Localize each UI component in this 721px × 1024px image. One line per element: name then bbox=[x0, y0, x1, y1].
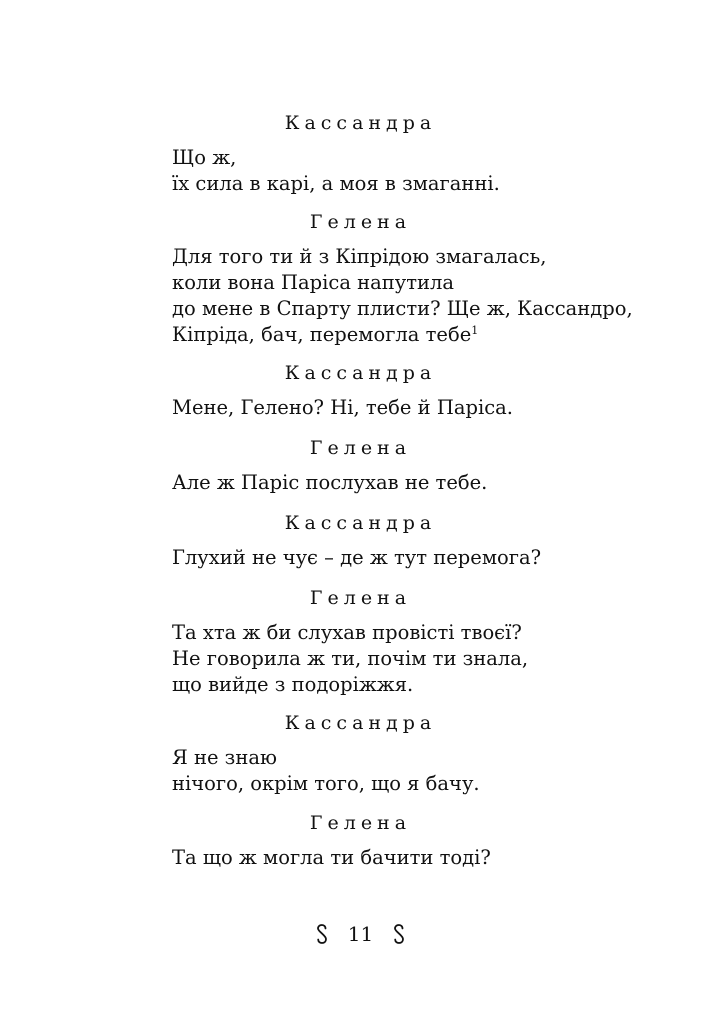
speaker-name: Кассандра bbox=[284, 712, 437, 734]
verse-line: Для того ти й з Кіпрідою змагалась, bbox=[172, 245, 547, 268]
speaker-name: Гелена bbox=[309, 211, 412, 233]
verse-line: Мене, Гелено? Ні, тебе й Паріса. bbox=[172, 396, 513, 419]
footnote-mark: 1 bbox=[471, 324, 479, 337]
verse-line: Не говорила ж ти, почім ти знала, bbox=[172, 647, 529, 670]
verse-line: до мене в Спарту плисти? Ще ж, Кассандро, bbox=[172, 297, 633, 320]
verse-line: Та хта ж би слухав провісті твоєї? bbox=[172, 621, 522, 644]
ornament-icon bbox=[314, 923, 330, 945]
verse-line: що вийде з подоріжжя. bbox=[172, 673, 414, 696]
page-number: 11 bbox=[347, 922, 374, 946]
speaker-name: Кассандра bbox=[284, 112, 437, 134]
page-footer bbox=[0, 920, 721, 948]
speaker-name: Гелена bbox=[309, 812, 412, 834]
verse-line: Кіпріда, бач, перемогла тебе bbox=[172, 323, 472, 346]
speaker-name: Кассандра bbox=[284, 362, 437, 384]
verse-line: коли вона Паріса напутила bbox=[172, 271, 455, 294]
speaker-name: Гелена bbox=[309, 587, 412, 609]
speaker-name: Кассандра bbox=[284, 512, 437, 534]
verse-line: Що ж, bbox=[172, 146, 237, 169]
verse-line: Я не знаю bbox=[172, 746, 277, 769]
verse-line-with-footnote bbox=[172, 323, 478, 347]
speaker-name: Гелена bbox=[309, 437, 412, 459]
verse-line: Але ж Паріс послухав не тебе. bbox=[172, 471, 488, 494]
verse-line: Та що ж могла ти бачити тоді? bbox=[172, 846, 491, 869]
verse-line: Глухий не чує – де ж тут перемога? bbox=[172, 546, 542, 569]
verse-line: їх сила в карі, а моя в змаганні. bbox=[172, 172, 500, 195]
verse-line: нічого, окрім того, що я бачу. bbox=[172, 772, 480, 795]
ornament-icon bbox=[391, 923, 407, 945]
